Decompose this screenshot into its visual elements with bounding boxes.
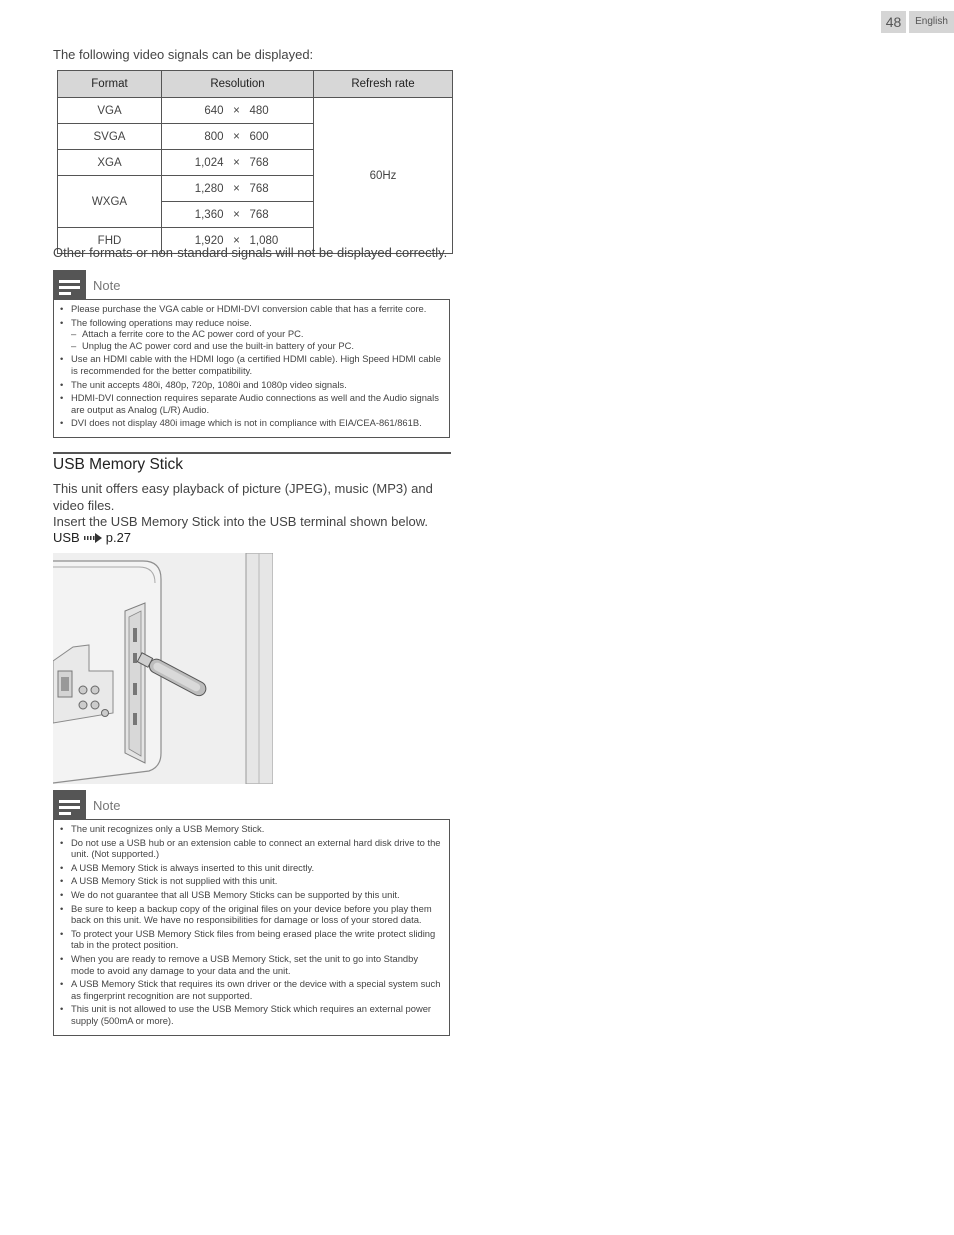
format-cell: SVGA <box>58 124 162 150</box>
sub-item: – Attach a ferrite core to the AC power cord of your PC. <box>71 328 444 340</box>
page-header <box>881 11 954 33</box>
refresh-rate-cell: 60Hz <box>314 98 453 254</box>
list-item-text: • The following operations may reduce noise. <box>71 316 252 328</box>
format-cell: WXGA <box>58 176 162 228</box>
note-box <box>53 299 450 438</box>
table-header-row <box>58 71 453 98</box>
video-signals-table <box>57 70 453 254</box>
note-label: Note <box>93 277 121 293</box>
list-item: • A USB Memory Stick is not supplied with this unit. <box>60 875 444 887</box>
list-item: • When you are ready to remove a USB Memory Stick, set the unit to go into Standby mode to avoid any damage to your data and the unit. <box>60 953 444 976</box>
resolution-cell: 1,360 × 768 <box>162 202 314 228</box>
usb-ref-page: p.27 <box>105 530 132 545</box>
list-item: • To protect your USB Memory Stick files from being erased place the write protect sliding tab in the protect position. <box>60 928 444 951</box>
note-icon <box>53 270 86 300</box>
header-resolution: Resolution <box>162 71 314 98</box>
resolution-cell: 1,280 × 768 <box>162 176 314 202</box>
note-heading <box>53 790 120 820</box>
list-item: • A USB Memory Stick that requires its own driver or the device with a special system such as fingerprint recognition are not supported. <box>60 978 444 1001</box>
note-heading <box>53 270 120 300</box>
list-item: • Please purchase the VGA cable or HDMI-DVI conversion cable that has a ferrite core. <box>60 303 444 315</box>
language-tab: English <box>909 11 954 33</box>
arrow-icon <box>84 533 102 543</box>
table-row <box>58 98 453 124</box>
resolution-cell: 800 × 600 <box>162 124 314 150</box>
format-cell: FHD <box>58 228 162 254</box>
section-divider <box>53 452 451 454</box>
usb-page-reference[interactable] <box>53 530 131 545</box>
header-refresh-rate: Refresh rate <box>314 71 453 98</box>
sub-item: – Unplug the AC power cord and use the built-in battery of your PC. <box>71 340 444 352</box>
intro-text: The following video signals can be displayed: <box>53 47 314 62</box>
note-label: Note <box>93 797 121 813</box>
list-item <box>60 317 444 352</box>
other-formats-text: Other formats or non-standard signals will not be displayed correctly. <box>53 245 448 260</box>
usb-insertion-illustration <box>53 553 273 784</box>
list-item: • Do not use a USB hub or an extension cable to connect an external hard disk drive to the unit. (Not supported.) <box>60 837 444 860</box>
list-item: • The unit recognizes only a USB Memory Stick. <box>60 823 444 835</box>
header-format: Format <box>58 71 162 98</box>
list-item: • A USB Memory Stick is always inserted to this unit directly. <box>60 862 444 874</box>
list-item: • This unit is not allowed to use the USB Memory Stick which requires an external power supply (500mA or more). <box>60 1003 444 1026</box>
list-item: • Be sure to keep a backup copy of the original files on your device before you play them back on this unit. We have no responsibilities for damage or loss of your stored data. <box>60 903 444 926</box>
list-item: • The unit accepts 480i, 480p, 720p, 1080i and 1080p video signals. <box>60 379 444 391</box>
list-item: • DVI does not display 480i image which is not in compliance with EIA/CEA-861/861B. <box>60 417 444 429</box>
resolution-cell: 1,024 × 768 <box>162 150 314 176</box>
page-number: 48 <box>881 11 906 33</box>
section-body <box>53 481 453 531</box>
format-cell: XGA <box>58 150 162 176</box>
format-cell: VGA <box>58 98 162 124</box>
list-item: • We do not guarantee that all USB Memory Sticks can be supported by this unit. <box>60 889 444 901</box>
section-title: USB Memory Stick <box>53 456 184 473</box>
usb-ref-label: USB <box>53 530 80 545</box>
resolution-cell: 640 × 480 <box>162 98 314 124</box>
list-item: • HDMI-DVI connection requires separate Audio connections as well and the Audio signals are output as Analog (L/R) Audio. <box>60 392 444 415</box>
note-box <box>53 819 450 1036</box>
resolution-cell: 1,920 × 1,080 <box>162 228 314 254</box>
body-paragraph: This unit offers easy playback of picture (JPEG), music (MP3) and video files. <box>53 481 433 513</box>
note-icon <box>53 790 86 820</box>
body-paragraph: Insert the USB Memory Stick into the USB terminal shown below. <box>53 514 428 529</box>
list-item: • Use an HDMI cable with the HDMI logo (a certified HDMI cable). High Speed HDMI cable is recommended for the better compatibility. <box>60 353 444 376</box>
